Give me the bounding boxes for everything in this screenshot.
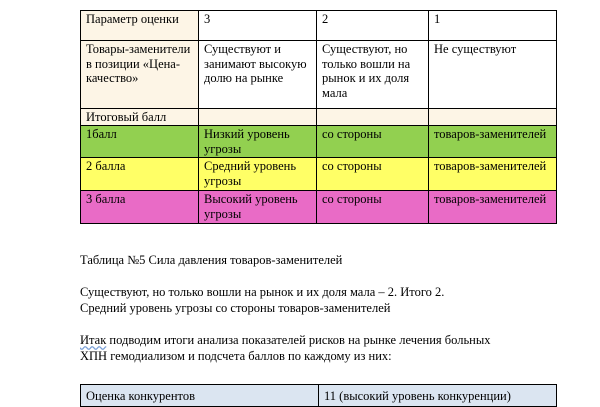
paragraph-line: Средний уровень угрозы со стороны товаров-заменителей bbox=[80, 301, 391, 315]
table-criterion-row bbox=[81, 41, 557, 109]
header-cell-parameter: Параметр оценки bbox=[81, 11, 199, 41]
paragraph-line: Существуют, но только вошли на рынок и их доля мала – 2. Итого 2. bbox=[80, 285, 445, 299]
table-row-medium-threat bbox=[81, 158, 557, 191]
threat-level-cell: Низкий уровень угрозы bbox=[199, 126, 317, 158]
header-cell-2: 2 bbox=[317, 11, 429, 41]
side-cell: со стороны bbox=[317, 158, 429, 191]
competitor-label-cell: Оценка конкурентов bbox=[81, 385, 319, 407]
criterion-cell-2: Существуют, но только вошли на рынок и их доля мала bbox=[317, 41, 429, 109]
paragraph-line: ХПН гемодиализом и подсчета баллов по каждому из них: bbox=[80, 349, 392, 363]
table-row-high-threat bbox=[81, 191, 557, 224]
competitor-value-cell: 11 (высокий уровень конкуренции) bbox=[319, 385, 557, 407]
total-score-empty-cell bbox=[317, 109, 429, 126]
criterion-cell-3: Существуют и занимают высокую долю на рынке bbox=[199, 41, 317, 109]
subject-cell: товаров-заменителей bbox=[429, 126, 557, 158]
table-row-low-threat bbox=[81, 126, 557, 158]
table-row bbox=[81, 385, 557, 407]
threat-level-cell: Средний уровень угрозы bbox=[199, 158, 317, 191]
score-cell: 2 балла bbox=[81, 158, 199, 191]
spellcheck-flagged-word: Итак bbox=[80, 333, 107, 347]
side-cell: со стороны bbox=[317, 126, 429, 158]
threat-level-cell: Высокий уровень угрозы bbox=[199, 191, 317, 224]
criterion-cell-1: Не существуют bbox=[429, 41, 557, 109]
table-header-row bbox=[81, 11, 557, 41]
header-cell-1: 1 bbox=[429, 11, 557, 41]
paragraph-text: подводим итоги анализа показателей рисков на рынке лечения больных bbox=[106, 333, 491, 347]
header-cell-3: 3 bbox=[199, 11, 317, 41]
paragraph-line bbox=[80, 332, 570, 348]
subject-cell: товаров-заменителей bbox=[429, 158, 557, 191]
total-score-row bbox=[81, 109, 557, 126]
substitutes-assessment-table bbox=[80, 10, 557, 224]
subject-cell: товаров-заменителей bbox=[429, 191, 557, 224]
paragraph-conclusion bbox=[80, 284, 570, 316]
total-score-label: Итоговый балл bbox=[81, 109, 199, 126]
total-score-empty-cell bbox=[429, 109, 557, 126]
table-caption: Таблица №5 Сила давления товаров-заменителей bbox=[80, 253, 343, 267]
score-cell: 1балл bbox=[81, 126, 199, 158]
paragraph-summary bbox=[80, 332, 570, 364]
score-cell: 3 балла bbox=[81, 191, 199, 224]
criterion-name-cell: Товары-заменители в позиции «Цена-качество» bbox=[81, 41, 199, 109]
total-score-empty-cell bbox=[199, 109, 317, 126]
competitor-score-table bbox=[80, 384, 557, 407]
side-cell: со стороны bbox=[317, 191, 429, 224]
